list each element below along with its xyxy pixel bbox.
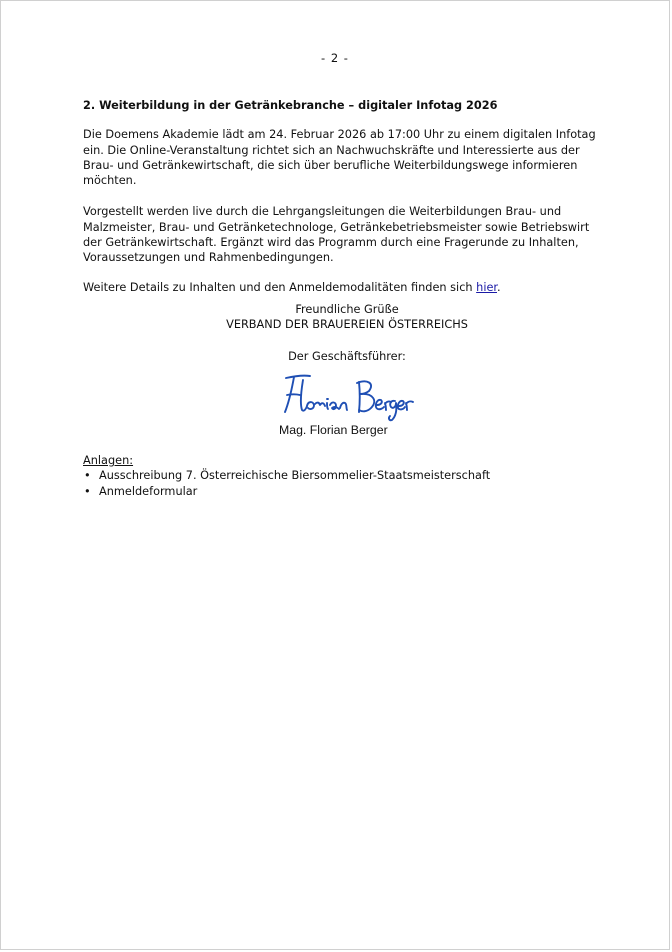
signer-name: Mag. Florian Berger [279,423,388,437]
attachments-title: Anlagen: [83,454,134,467]
paragraph-details [83,280,603,295]
page-number: - 2 - [321,51,349,65]
attachments-block [83,453,603,499]
section-body [83,98,603,295]
attachments-list [83,468,603,499]
bullet-icon: • [84,484,91,498]
attachment-label: Anmeldeformular [99,484,198,498]
paragraph-infotag: Die Doemens Akademie lädt am 24. Februar 2026 ab 17:00 Uhr zu einem digitalen Infotag ein. Die Online-Veranstaltung richtet sich an Nachwuchskräfte und Interessierte aus der Brau- und Getränkewirtschaft, die sich über berufliche Weiterbildungswege informieren möchten. [83,128,596,188]
section-heading: 2. Weiterbildung in der Getränkebranche – digitaler Infotag 2026 [83,99,498,112]
details-link[interactable]: hier [476,280,498,294]
details-period: . [497,280,501,294]
organization-name: VERBAND DER BRAUEREIEN ÖSTERREICHS [226,318,468,332]
closing-block [83,302,611,364]
list-item [83,468,603,483]
greeting: Freundliche Grüße [295,303,399,316]
bullet-icon: • [84,469,91,483]
details-text: Weitere Details zu Inhalten und den Anmeldemodalitäten finden sich [83,280,477,294]
paragraph-program: Vorgestellt werden live durch die Lehrgangsleitungen die Weiterbildungen Brau- und Malzmeister, Brau- und Getränketechnologe, Getränkebetriebsmeister sowie Betriebswirt der Getränkewirtschaft. Ergänzt wird das Programm durch eine Fragerunde zu Inhalten, Voraussetzungen und Rahmenbedingungen. [83,205,590,265]
list-item [83,484,603,499]
handwritten-signature [277,372,419,422]
signer-role: Der Geschäftsführer: [288,349,406,363]
attachment-label: Ausschreibung 7. Österreichische Biersommelier-Staatsmeisterschaft [99,469,491,483]
